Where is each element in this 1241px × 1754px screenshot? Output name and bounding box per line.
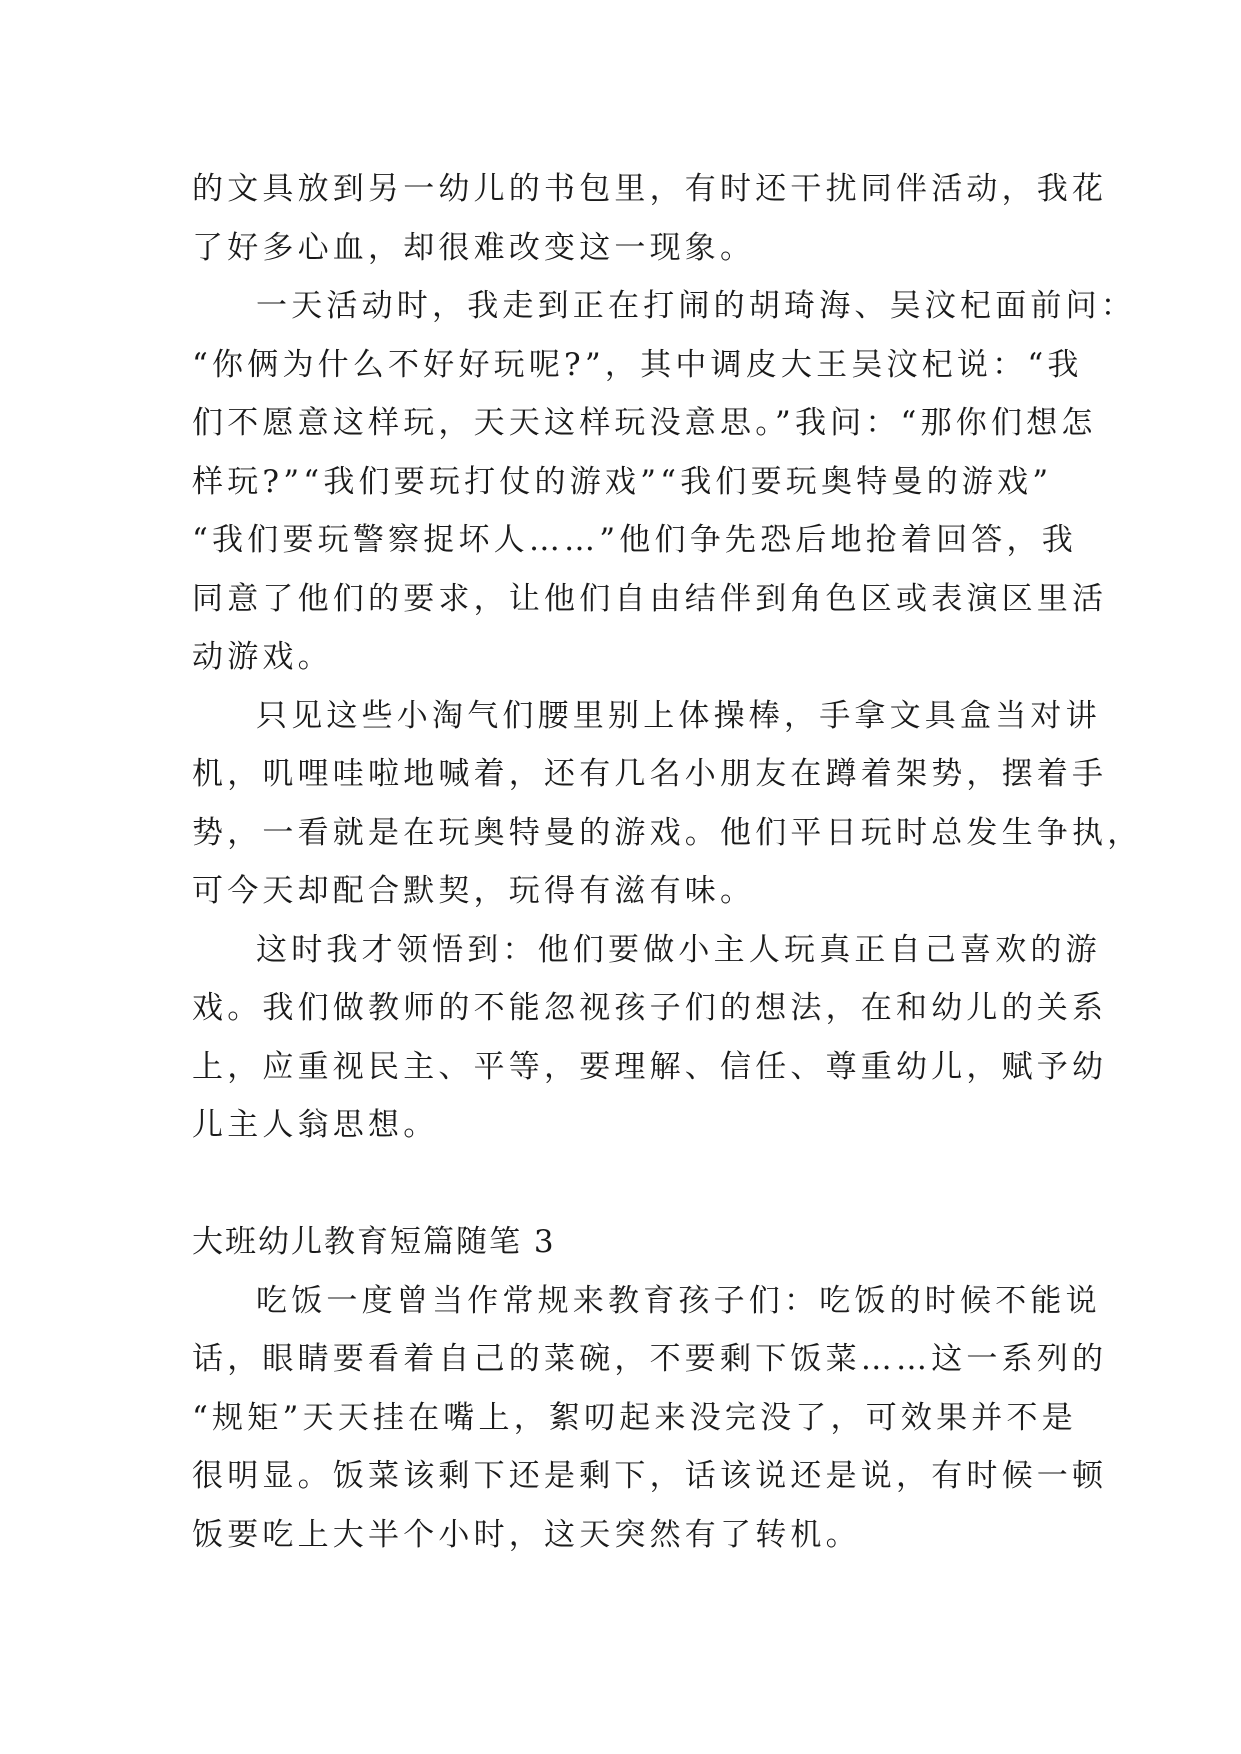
paragraph-gap [192,1155,1052,1214]
text-line: 们不愿意这样玩，天天这样玩没意思。”我问：“那你们想怎 [192,405,1097,441]
document-page [192,160,1143,1564]
text-line: 动游戏。 [192,639,333,675]
text-line: “规矩”天天挂在嘴上，絮叨起来没完没了，可效果并不是 [192,1399,1077,1436]
text-line: 上，应重视民主、平等，要理解、信任、尊重幼儿，赋予幼 [192,1048,1108,1085]
paragraph [192,160,1108,277]
section-heading: 大班幼儿教育短篇随笔 3 [192,1224,556,1260]
text-line: 儿主人翁思想。 [192,1107,439,1143]
paragraph [192,1272,1108,1565]
text-line: 吃饭一度曾当作常规来教育孩子们：吃饭的时候不能说 [256,1282,1101,1319]
text-line: 只见这些小淘气们腰里别上体操棒，手拿文具盒当对讲 [256,697,1101,734]
text-line: 样玩?”“我们要玩打仗的游戏”“我们要玩奥特曼的游戏” [192,463,1053,500]
paragraph [192,921,1108,1155]
text-line: “我们要玩警察捉坏人……”他们争先恐后地抢着回答，我 [192,522,1077,558]
text-line: 势，一看就是在玩奥特曼的游戏。他们平日玩时总发生争执， [192,814,1143,851]
text-line: 同意了他们的要求，让他们自由结伴到角色区或表演区里活 [192,580,1108,617]
text-line: 戏。我们做教师的不能忽视孩子们的想法，在和幼儿的关系 [192,990,1108,1026]
text-line: 这时我才领悟到：他们要做小主人玩真正自己喜欢的游 [256,931,1101,968]
paragraph [192,687,1143,921]
text-line: 一天活动时，我走到正在打闹的胡琦海、吴汶杞面前问： [256,288,1136,324]
text-line: 饭要吃上大半个小时，这天突然有了转机。 [192,1516,861,1553]
text-line: 可今天却配合默契，玩得有滋有味。 [192,873,756,909]
text-line: 了好多心血，却很难改变这一现象。 [192,229,756,266]
paragraph [192,277,1136,687]
text-line: 很明显。饭菜该剩下还是剩下，话该说还是说，有时候一顿 [192,1458,1108,1494]
text-line: “你俩为什么不好好玩呢?”，其中调皮大王吴汶杞说：“我 [192,346,1083,383]
text-line: 的文具放到另一幼儿的书包里，有时还干扰同伴活动，我花 [192,171,1108,207]
text-line: 机，叽哩哇啦地喊着，还有几名小朋友在蹲着架势，摆着手 [192,756,1108,792]
text-line: 话，眼睛要看着自己的菜碗，不要剩下饭菜……这一系列的 [192,1341,1108,1377]
